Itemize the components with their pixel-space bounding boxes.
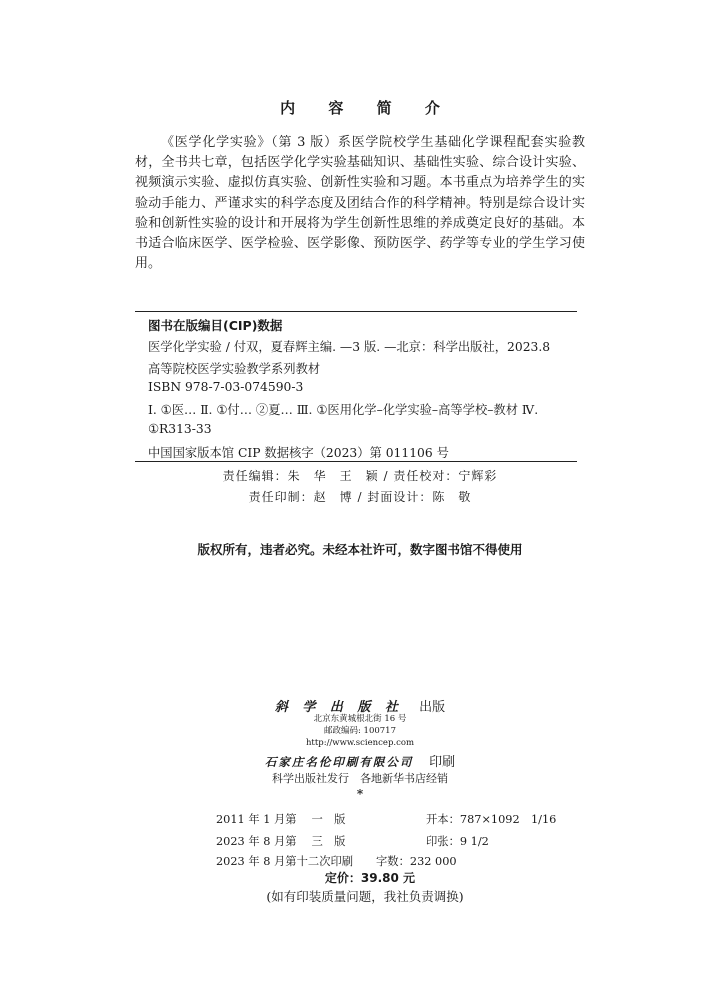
cip-record-number: 中国国家版本馆 CIP 数据核字（2023）第 011106 号 [148, 446, 449, 460]
publisher-logo: 斜 学 出 版 社 [274, 700, 403, 715]
spec-row [216, 853, 457, 869]
rights-statement: 版权所有，违者必究。未经本社许可，数字图书馆不得使用 [197, 542, 523, 557]
spec-info: 印张：9 1/2 [426, 835, 489, 848]
publisher-postcode: 邮政编码: 100717 [323, 726, 396, 736]
spec-info: 字数：232 000 [376, 855, 457, 868]
cip-catalog-line: 医学化学实验 / 付双，夏春辉主编. —3 版. —北京：科学出版社，2023.8 [148, 340, 551, 354]
price: 定价：39.80 元 [324, 871, 416, 885]
publisher-role: 出版 [419, 700, 446, 715]
page-title: 内 容 简 介 [280, 99, 454, 117]
cip-bottom-rule [135, 461, 577, 462]
spec-edition: 2023 年 8 月第 三 版 [216, 835, 346, 848]
printer-logo: 石家庄名伦印刷有限公司 [264, 755, 414, 769]
separator-star: * [356, 787, 364, 801]
cip-isbn: ISBN 978-7-03-074590-3 [148, 380, 304, 394]
printer-row [0, 751, 720, 770]
spec-edition: 2011 年 1 月第 一 版 [216, 813, 346, 826]
cip-series-line: 高等院校医学实验教学系列教材 [148, 362, 321, 376]
spec-info: 开本：787×1092 1/16 [426, 813, 557, 826]
editors-block [0, 466, 720, 508]
editors-line-1: 责任编辑：朱 华 王 颖 / 责任校对：宁辉彩 [222, 469, 498, 483]
exchange-note: (如有印装质量问题，我社负责调换) [266, 889, 464, 904]
cip-top-rule [135, 311, 577, 312]
cip-classification: Ⅰ. ①医… Ⅱ. ①付… ②夏… Ⅲ. ①医用化学–化学实验–高等学校–教材 Ⅳ. ①R313-33 [148, 403, 539, 436]
cip-heading: 图书在版编目(CIP)数据 [148, 318, 283, 333]
printer-role: 印刷 [429, 755, 456, 770]
spec-edition: 2023 年 8 月第十二次印刷 [216, 855, 354, 868]
spec-row [216, 833, 489, 849]
editors-line-2: 责任印制：赵 博 / 封面设计：陈 敬 [248, 490, 472, 504]
publisher-row [0, 696, 720, 715]
distribution-line: 科学出版社发行 各地新华书店经销 [272, 772, 448, 785]
publisher-address: 北京东黄城根北街 16 号 [313, 714, 407, 724]
spec-row [216, 811, 556, 827]
introduction-paragraph: 《医学化学实验》（第 3 版）系医学院校学生基础化学课程配套实验教材，全书共七章，包括医学化学实验基础知识、基础性实验、综合设计实验、视频演示实验、虚拟仿真实验、创新性实验和习题。本书重点为培养学生的实验动手能力、严谨求实的科学态度及团结合作的科学精神。特别是综合设计实验和创新性实验的设计和开展将为学生创新性思维的养成奠定良好的基础。本书适合临床医学、医学检验、医学影像、预防医学、药学等专业的学生学习使用。 [135, 135, 585, 272]
publisher-url: http://www.sciencep.com [305, 738, 415, 748]
